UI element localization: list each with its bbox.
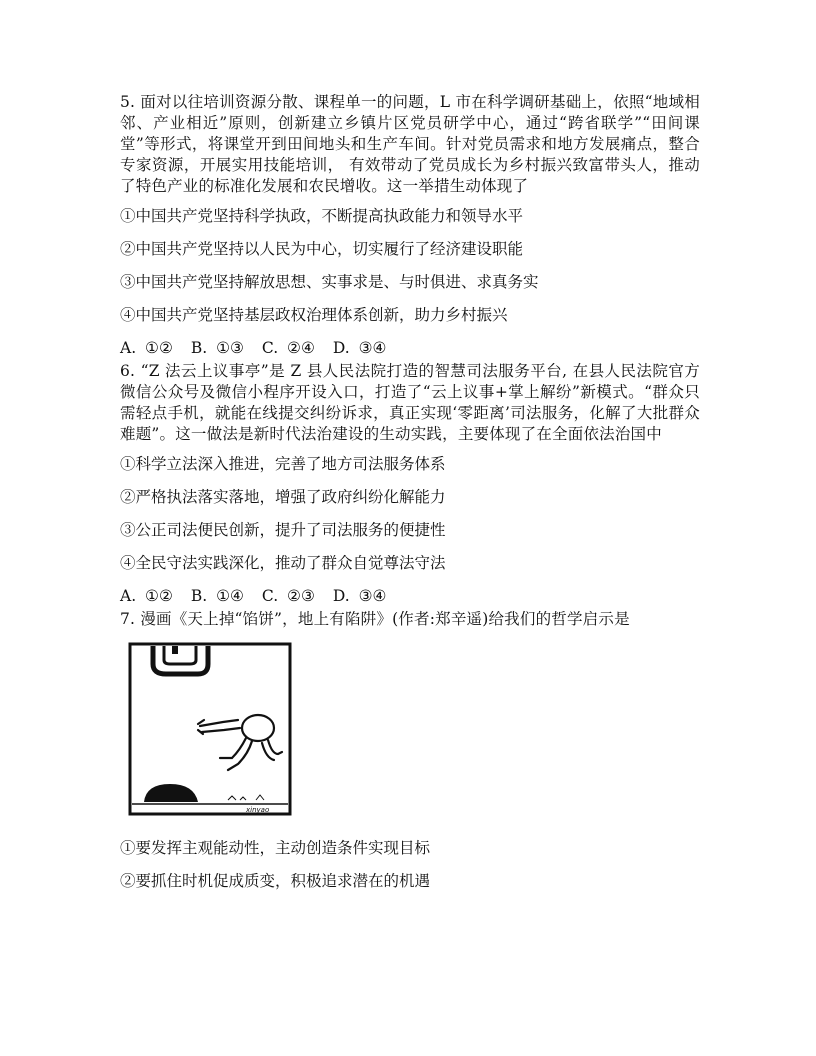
question-5-answer-c: C. ②④ [261,339,315,357]
question-6-answer-a: A. ①② [120,587,173,605]
question-7 [120,609,700,892]
question-6-answer-c: C. ②③ [261,587,315,605]
question-5-answer-choices [120,338,700,359]
falling-pie-drawing [153,646,208,674]
question-6-answer-choices [120,586,700,607]
question-5-option-3: ③中国共产党坚持解放思想、实事求是、与时俱进、求真务实 [120,273,539,291]
question-6-answer-d: D. ③④ [332,587,387,605]
question-7-stem: 7. 漫画《天上掉“馅饼”，地上有陷阱》(作者:郑辛遥)给我们的哲学启示是 [120,610,630,628]
question-6-option-2: ②严格执法落实落地，增强了政府纠纷化解能力 [120,488,446,506]
question-7-option-2: ②要抓住时机促成质变，积极追求潜在的机遇 [120,872,431,890]
trap-hole-drawing [144,784,198,802]
cartoon-image [128,642,293,817]
question-6-option-1: ①科学立法深入推进，完善了地方司法服务体系 [120,455,446,473]
question-5-answer-d: D. ③④ [332,339,387,357]
question-5-answer-a: A. ①② [120,339,173,357]
question-5 [120,92,700,359]
exam-page [120,92,700,892]
cartoon-signature: xinyao [246,806,270,814]
question-5-option-4: ④中国共产党坚持基层政权治理体系创新，助力乡村振兴 [120,306,508,324]
question-6-option-3: ③公正司法便民创新，提升了司法服务的便捷性 [120,521,446,539]
question-7-option-1: ①要发挥主观能动性，主动创造条件实现目标 [120,839,431,857]
jumping-figure-drawing [198,715,282,770]
question-5-answer-b: B. ①③ [190,339,244,357]
cartoon-container [120,630,700,830]
question-5-option-1: ①中国共产党坚持科学执政，不断提高执政能力和领导水平 [120,207,524,225]
grass-strokes [228,795,264,800]
question-6-answer-b: B. ①④ [190,587,244,605]
question-6-option-4: ④全民守法实践深化，推动了群众自觉尊法守法 [120,554,446,572]
question-6 [120,361,700,607]
question-6-stem: 6. “Z 法云上议事亭”是 Z 县人民法院打造的智慧司法服务平台, 在县人民法院官方微信公众号及微信小程序开设入口，打造了“云上议事+掌上解纷”新模式。“群众只需轻点手机，就能在线提交纠纷诉求，真正实现‘零距离’司法服务，化解了大批群众难题”。这一做法是新时代法治建设的生动实践，主要体现了在全面依法治国中 [120,362,700,443]
question-5-stem: 5. 面对以往培训资源分散、课程单一的问题，L 市在科学调研基础上，依照“地域相邻、产业相近”原则，创新建立乡镇片区党员研学中心，通过“跨省联学”“田间课堂”等形式，将课堂开到田间地头和生产车间。针对党员需求和地方发展痛点，整合专家资源，开展实用技能培训， 有效带动了党员成长为乡村振兴致富带头人，推动了特色产业的标准化发展和农民增收。这一举措生动体现了 [120,93,700,195]
question-5-option-2: ②中国共产党坚持以人民为中心，切实履行了经济建设职能 [120,240,524,258]
